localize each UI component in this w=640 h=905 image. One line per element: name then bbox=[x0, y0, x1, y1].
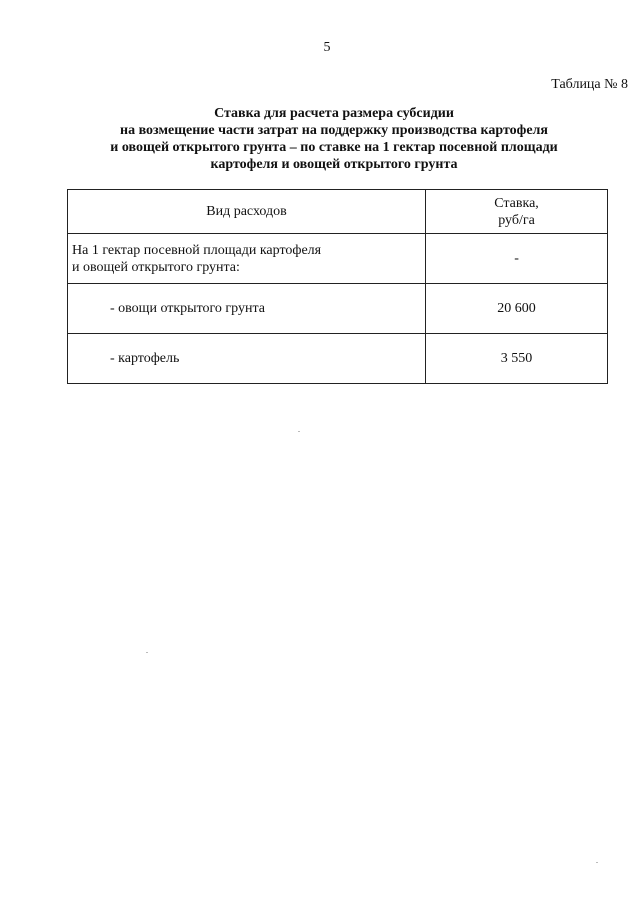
title-line-3: и овощей открытого грунта – по ставке на 1 гектар посевной площади bbox=[110, 140, 558, 155]
row-name bbox=[68, 234, 426, 284]
scan-speck bbox=[146, 652, 148, 653]
row-name: - овощи открытого грунта bbox=[68, 284, 426, 334]
table-row bbox=[68, 334, 608, 384]
scan-speck bbox=[298, 431, 300, 432]
document-title bbox=[60, 105, 608, 173]
table-row bbox=[68, 234, 608, 284]
table-label: Таблица № 8 bbox=[551, 77, 628, 92]
row-value: 20 600 bbox=[426, 284, 608, 334]
title-line-1: Ставка для расчета размера субсидии bbox=[214, 106, 454, 121]
table-row bbox=[68, 284, 608, 334]
scan-speck bbox=[596, 862, 598, 863]
title-line-2: на возмещение части затрат на поддержку производства картофеля bbox=[120, 123, 548, 138]
row-name: - картофель bbox=[68, 334, 426, 384]
rates-table bbox=[67, 189, 608, 384]
header-rate-line-2: руб/га bbox=[498, 212, 535, 228]
header-rate bbox=[426, 190, 608, 234]
row-value: - bbox=[426, 234, 608, 284]
header-rate-line-1: Ставка, bbox=[494, 195, 539, 211]
page-number: 5 bbox=[323, 40, 331, 55]
table-header-row bbox=[68, 190, 608, 234]
header-expense-type: Вид расходов bbox=[68, 190, 426, 234]
row-name-line-2: и овощей открытого грунта: bbox=[72, 259, 240, 275]
row-name-line-1: На 1 гектар посевной площади картофеля bbox=[72, 242, 322, 258]
row-value: 3 550 bbox=[426, 334, 608, 384]
title-line-4: картофеля и овощей открытого грунта bbox=[210, 157, 458, 172]
